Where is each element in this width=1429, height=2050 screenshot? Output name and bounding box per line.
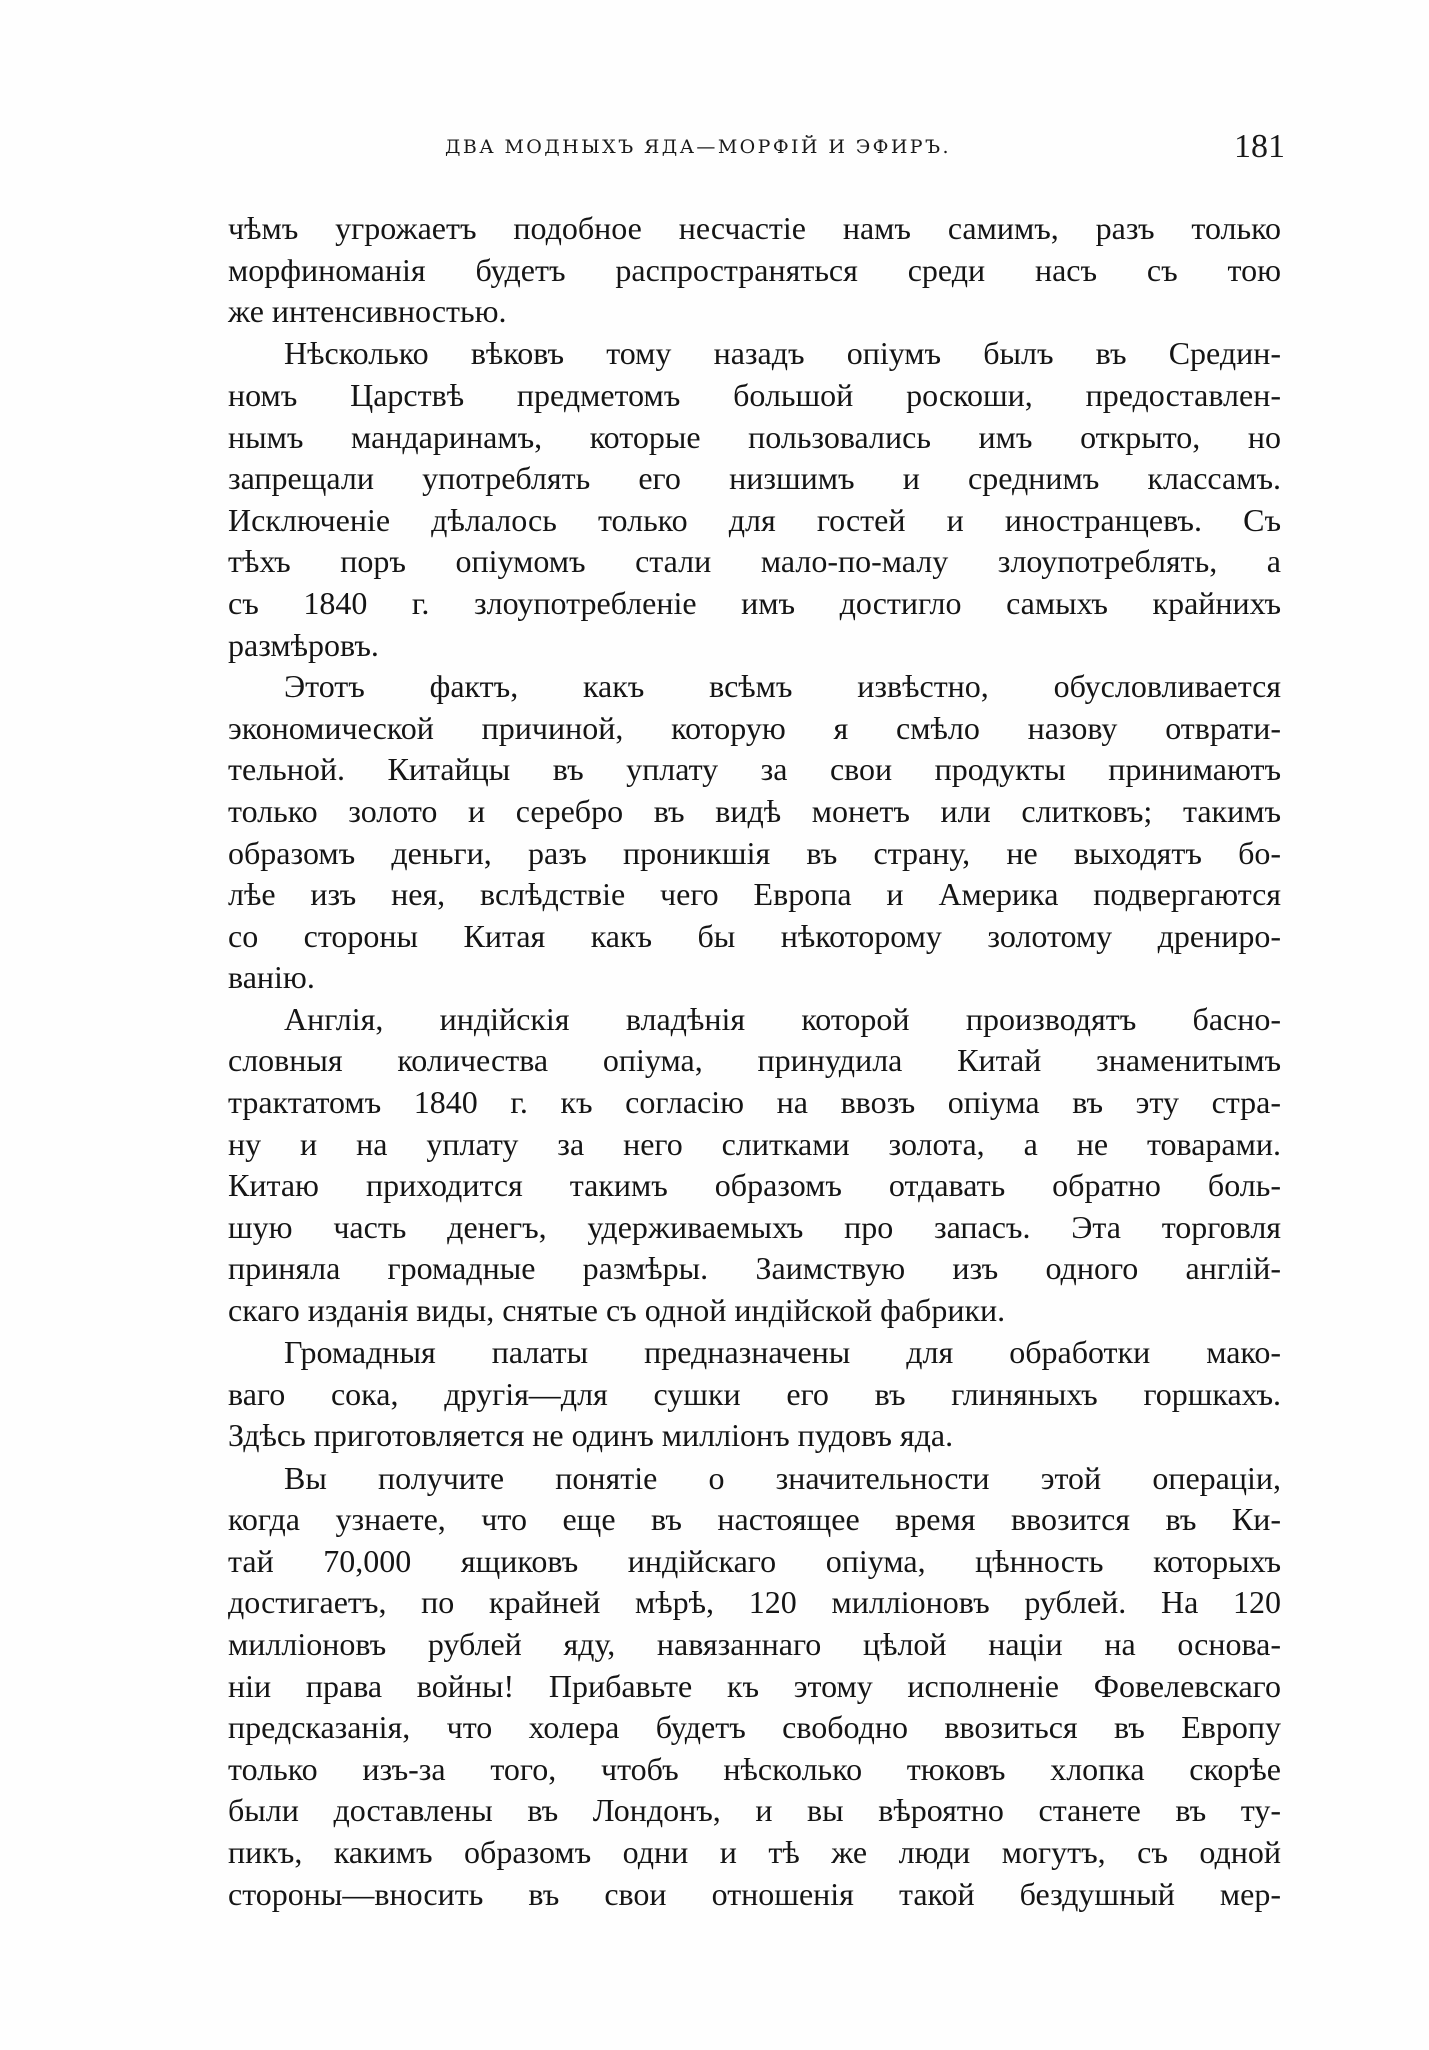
- text-line: же интенсивностью.: [228, 293, 507, 330]
- text-line: милліоновъ рублей яду, навязаннаго цѣлой націи на основа-: [228, 1625, 1281, 1662]
- text-line: Англія, индійскія владѣнія которой производятъ басно-: [284, 1000, 1281, 1037]
- text-line: только изъ-за того, чтобъ нѣсколько тюковъ хлопка скорѣе: [228, 1750, 1281, 1787]
- text-line: ванію.: [228, 959, 315, 996]
- text-line: со стороны Китая какъ бы нѣкоторому золотому дрениро-: [228, 917, 1281, 954]
- text-line: Исключеніе дѣлалось только для гостей и иностранцевъ. Съ: [228, 501, 1281, 538]
- text-line: нымъ мандаринамъ, которые пользовались имъ открыто, но: [228, 418, 1281, 455]
- text-line: приняла громадные размѣры. Заимствую изъ одного англій-: [228, 1250, 1281, 1287]
- page-number: 181: [1234, 128, 1285, 165]
- text-line: предсказанія, что холера будетъ свободно ввозиться въ Европу: [228, 1709, 1281, 1746]
- text-line: тай 70,000 ящиковъ индійскаго опіума, цѣнность которыхъ: [228, 1542, 1281, 1579]
- text-line: Здѣсь приготовляется не одинъ милліонъ пудовъ яда.: [228, 1417, 954, 1454]
- text-line: когда узнаете, что еще въ настоящее время ввозится въ Ки-: [228, 1501, 1281, 1538]
- text-line: Громадныя палаты предназначены для обработки мако-: [284, 1334, 1281, 1371]
- text-line: достигаетъ, по крайней мѣрѣ, 120 милліоновъ рублей. На 120: [228, 1584, 1281, 1621]
- text-line: трактатомъ 1840 г. къ согласію на ввозъ опіума въ эту стра-: [228, 1084, 1281, 1121]
- text-line: Китаю приходится такимъ образомъ отдавать обратно боль-: [228, 1167, 1281, 1204]
- text-line: лѣе изъ нея, вслѣдствіе чего Европа и Америка подвергаются: [228, 876, 1281, 913]
- running-title: ДВА МОДНЫХЪ ЯДА—МОРФІЙ И ЭФИРЪ.: [445, 136, 951, 158]
- text-line: морфиноманія будетъ распространяться среди насъ съ тою: [228, 251, 1281, 288]
- text-line: стороны—вносить въ свои отношенія такой бездушный мер-: [228, 1875, 1281, 1912]
- text-line: ваго сока, другія—для сушки его въ глиняныхъ горшкахъ.: [228, 1375, 1281, 1412]
- text-line: пикъ, какимъ образомъ одни и тѣ же люди могутъ, съ одной: [228, 1833, 1281, 1870]
- text-line: скаго изданія виды, снятые съ одной индійской фабрики.: [228, 1292, 1006, 1329]
- text-line: были доставлены въ Лондонъ, и вы вѣроятно станете въ ту-: [228, 1792, 1281, 1829]
- text-line: Этотъ фактъ, какъ всѣмъ извѣстно, обусловливается: [284, 668, 1281, 705]
- body-text: [228, 208, 1281, 1915]
- text-line: номъ Царствѣ предметомъ большой роскоши, предоставлен-: [228, 376, 1281, 413]
- text-line: образомъ деньги, разъ проникшія въ страну, не выходятъ бо-: [228, 834, 1281, 871]
- text-line: чѣмъ угрожаетъ подобное несчастіе намъ самимъ, разъ только: [228, 210, 1281, 246]
- text-line: ніи права войны! Прибавьте къ этому исполненіе Фовелевскаго: [228, 1667, 1281, 1704]
- text-line: Вы получите понятіе о значительности этой операціи,: [284, 1459, 1281, 1496]
- text-line: шую часть денегъ, удерживаемыхъ про запасъ. Эта торговля: [228, 1208, 1281, 1245]
- text-line: тѣхъ поръ опіумомъ стали мало-по-малу злоупотреблять, а: [228, 543, 1281, 580]
- page-header: [445, 128, 1285, 168]
- text-line: только золото и серебро въ видѣ монетъ или слитковъ; такимъ: [228, 792, 1281, 829]
- text-line: экономической причиной, которую я смѣло назову отврати-: [228, 709, 1281, 746]
- text-line: словныя количества опіума, принудила Китай знаменитымъ: [228, 1042, 1281, 1079]
- text-line: размѣровъ.: [228, 626, 379, 663]
- text-line: тельной. Китайцы въ уплату за свои продукты принимаютъ: [228, 751, 1281, 788]
- text-line: ну и на уплату за него слитками золота, а не товарами.: [228, 1125, 1281, 1162]
- text-line: Нѣсколько вѣковъ тому назадъ опіумъ былъ въ Средин-: [284, 335, 1281, 372]
- text-line: запрещали употреблять его низшимъ и среднимъ классамъ.: [228, 460, 1281, 497]
- text-line: съ 1840 г. злоупотребленіе имъ достигло самыхъ крайнихъ: [228, 584, 1281, 621]
